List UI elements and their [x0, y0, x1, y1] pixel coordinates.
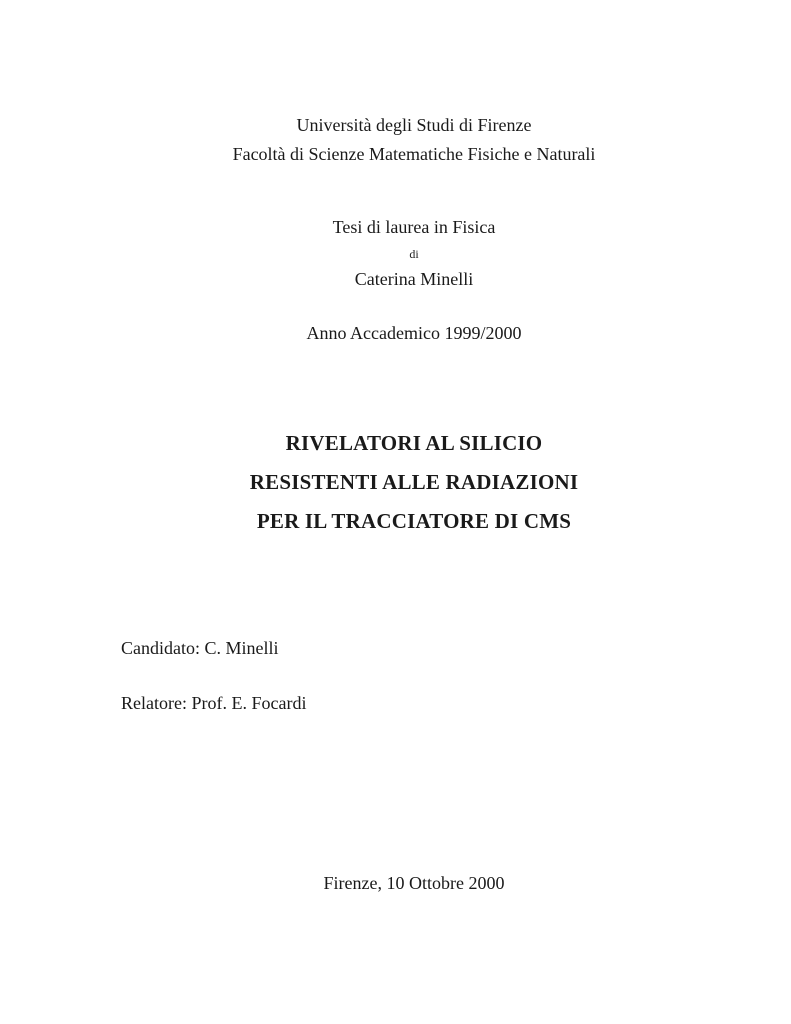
candidate-line: Candidato: C. Minelli: [121, 638, 279, 658]
place-and-date: Firenze, 10 Ottobre 2000: [323, 873, 505, 893]
faculty-name: Facoltà di Scienze Matematiche Fisiche e Naturali: [232, 144, 596, 164]
thesis-by: di: [409, 247, 419, 261]
academic-year: Anno Accademico 1999/2000: [306, 323, 522, 343]
thesis-author: Caterina Minelli: [354, 269, 474, 289]
thesis-title-line-3: PER IL TRACCIATORE DI CMS: [256, 509, 572, 533]
thesis-title-line-1: RIVELATORI AL SILICIO: [285, 431, 543, 455]
thesis-title-line-2: RESISTENTI ALLE RADIAZIONI: [249, 470, 579, 494]
thesis-type: Tesi di laurea in Fisica: [332, 217, 496, 237]
university-name: Università degli Studi di Firenze: [296, 115, 532, 135]
advisor-line: Relatore: Prof. E. Focardi: [121, 693, 307, 713]
